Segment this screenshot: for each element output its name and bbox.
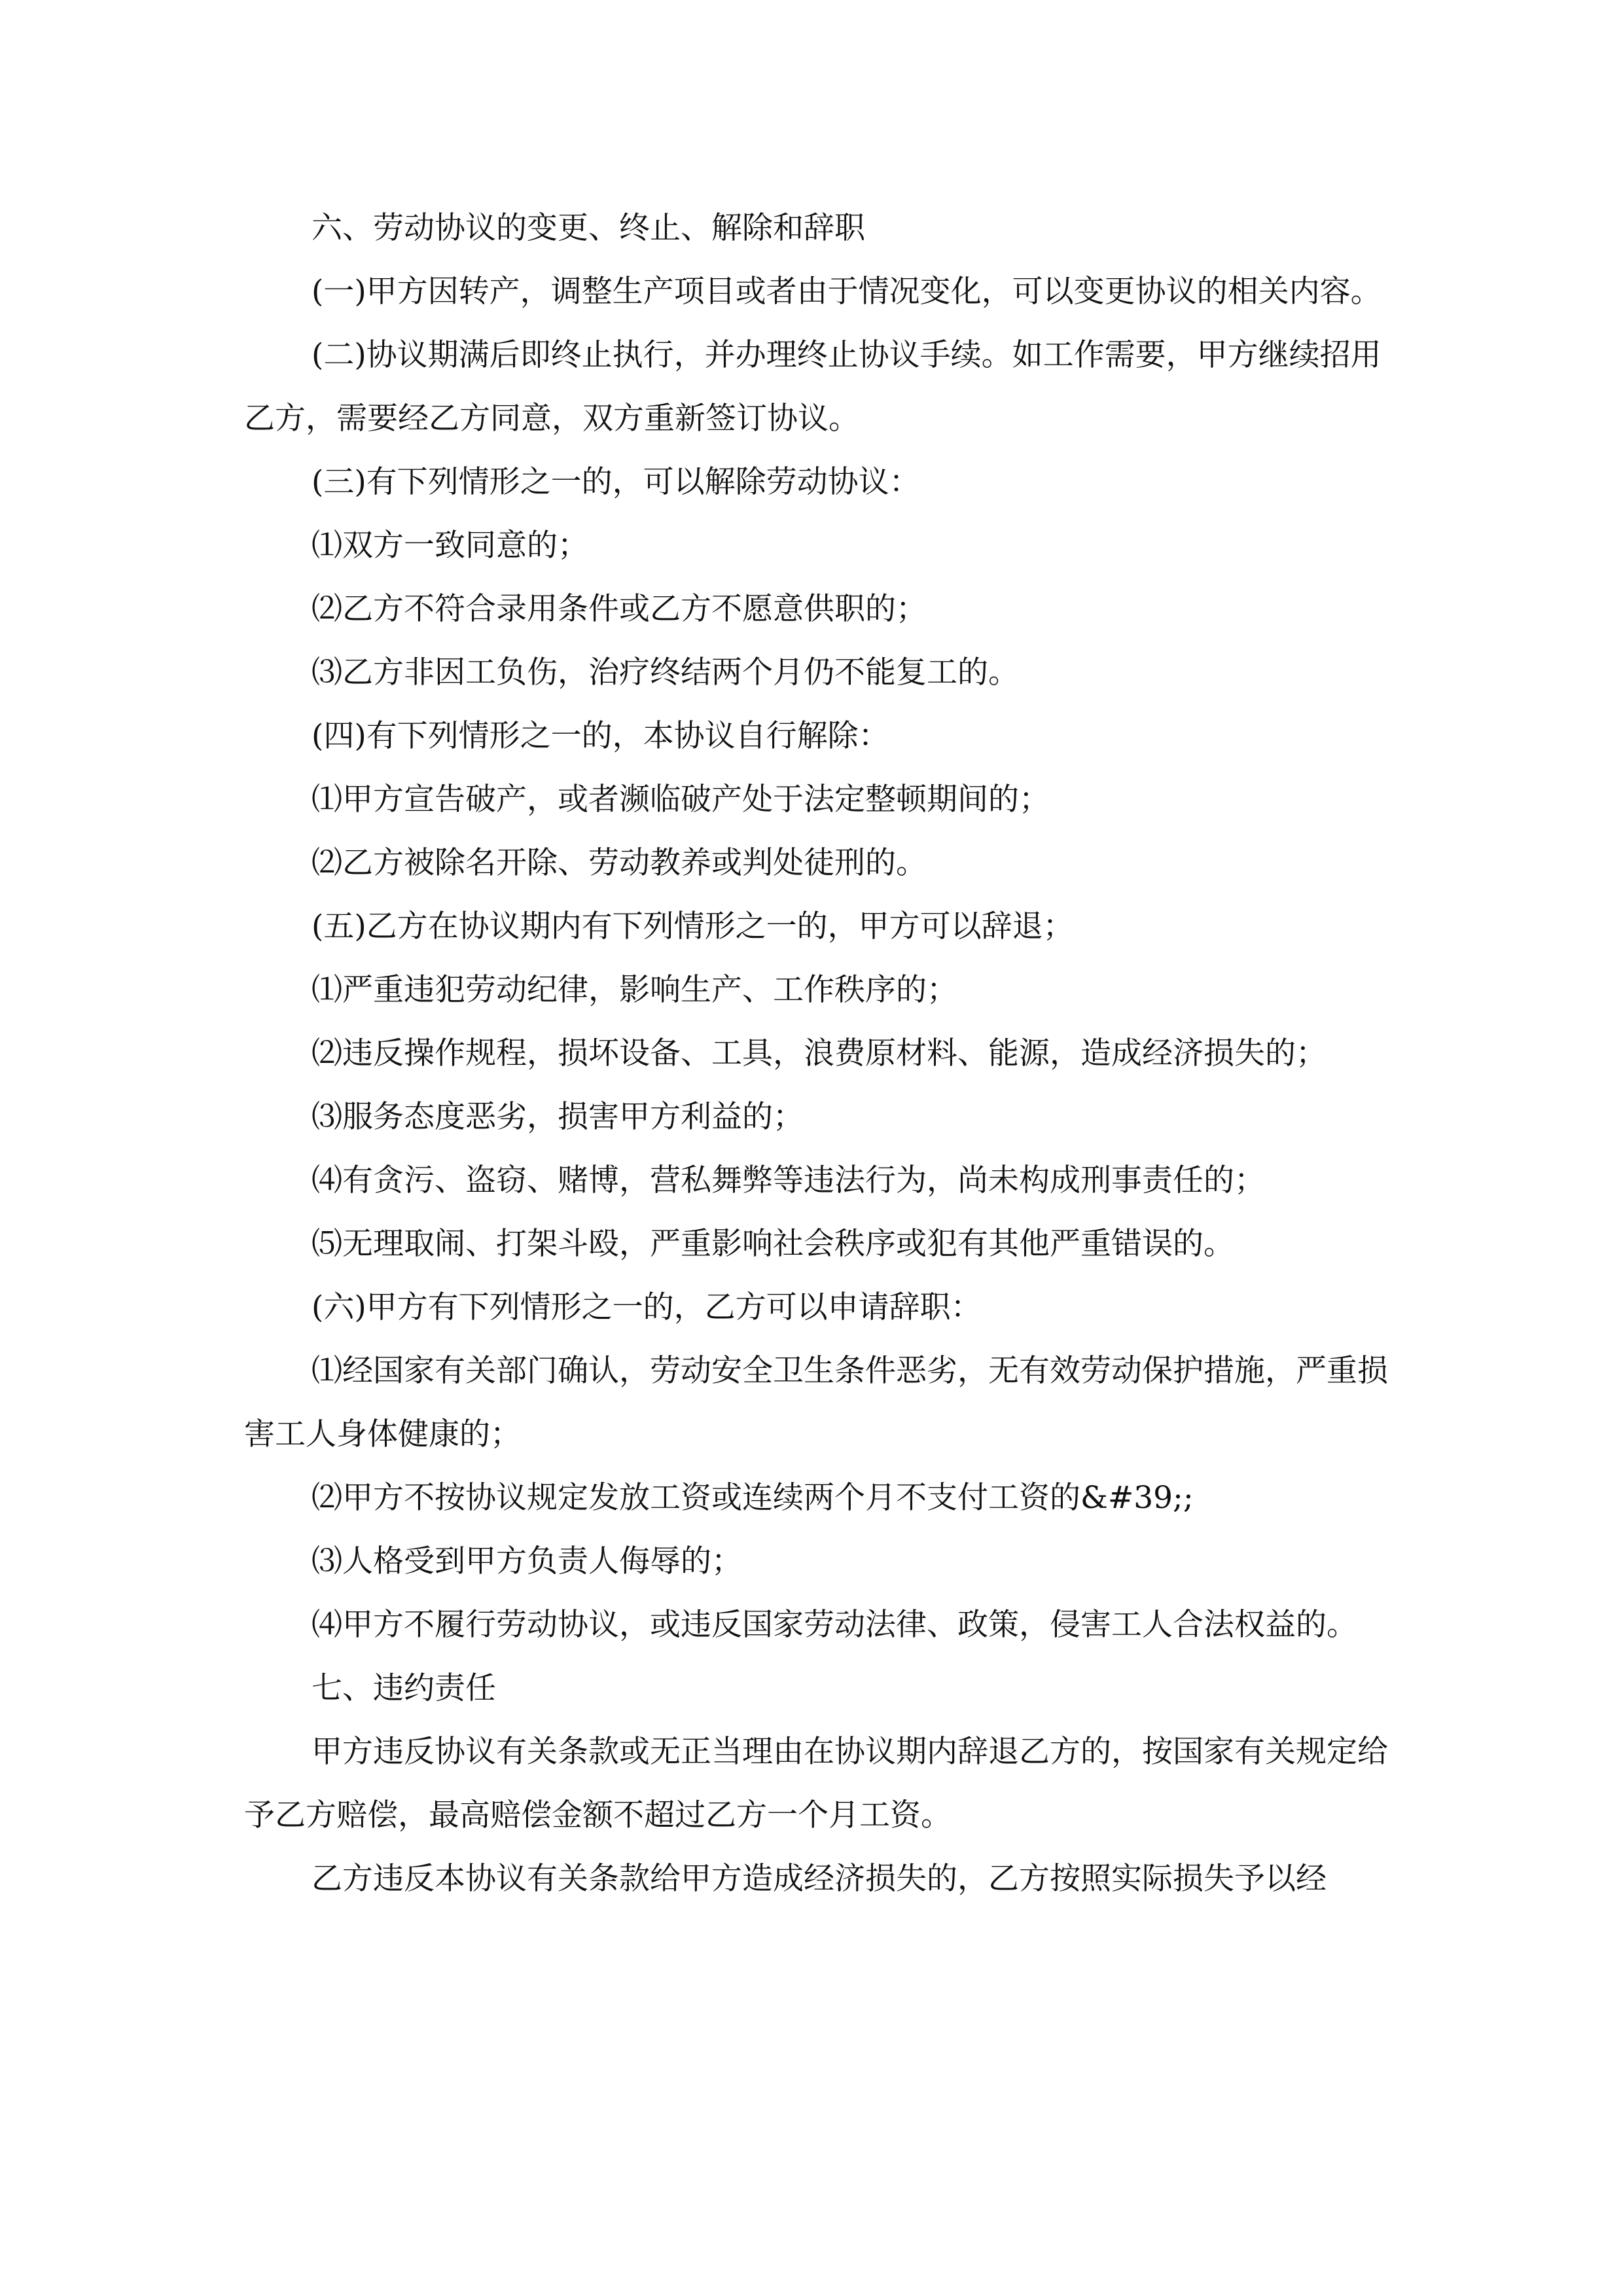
paragraph: (三)有下列情形之一的，可以解除劳动协议：: [312, 464, 920, 500]
list-item: ⑷甲方不履行劳动协议，或违反国家劳动法律、政策，侵害工人合法权益的。: [312, 1607, 1357, 1643]
list-item: ⑵甲方不按协议规定发放工资或连续两个月不支付工资的&#39;;: [312, 1480, 1194, 1516]
list-item: ⑵乙方不符合录用条件或乙方不愿意供职的；: [312, 591, 927, 627]
list-item: ⑸无理取闹、打架斗殴，严重影响社会秩序或犯有其他严重错误的。: [312, 1226, 1234, 1262]
section-heading: 七、违约责任: [312, 1670, 496, 1706]
list-item: ⑴双方一致同意的；: [312, 528, 588, 564]
list-item: ⑷有贪污、盗窃、赌博，营私舞弊等违法行为，尚未构成刑事责任的；: [312, 1162, 1265, 1198]
list-item: ⑵乙方被除名开除、劳动教养或判处徒刑的。: [312, 845, 927, 881]
list-item: ⑴经国家有关部门确认，劳动安全卫生条件恶劣，无有效劳动保护措施，严重损害工人身体健康的；: [244, 1353, 1388, 1452]
list-item: ⑴严重违犯劳动纪律，影响生产、工作秩序的；: [312, 972, 957, 1008]
paragraph: (一)甲方因转产，调整生产项目或者由于情况变化，可以变更协议的相关内容。: [312, 274, 1382, 310]
list-item: ⑶乙方非因工负伤，治疗终结两个月仍不能复工的。: [312, 655, 1019, 691]
paragraph: (五)乙方在协议期内有下列情形之一的，甲方可以辞退；: [312, 908, 1074, 944]
section-heading: 六、劳动协议的变更、终止、解除和辞职: [312, 210, 865, 246]
list-item: ⑶人格受到甲方负责人侮辱的；: [312, 1543, 742, 1579]
list-item: ⑶服务态度恶劣，损害甲方利益的；: [312, 1099, 804, 1135]
list-item: ⑴甲方宣告破产，或者濒临破产处于法定整顿期间的；: [312, 781, 1050, 817]
paragraph: (六)甲方有下列情形之一的，乙方可以申请辞职：: [312, 1289, 982, 1325]
paragraph: (二)协议期满后即终止执行，并办理终止协议手续。如工作需要，甲方继续招用乙方，需要经乙方同意，双方重新签订协议。: [244, 337, 1382, 437]
list-item: ⑵违反操作规程，损坏设备、工具，浪费原材料、能源，造成经济损失的；: [312, 1035, 1327, 1071]
paragraph: (四)有下列情形之一的，本协议自行解除：: [312, 718, 889, 754]
document-body: [244, 196, 1396, 1910]
paragraph: 甲方违反协议有关条款或无正当理由在协议期内辞退乙方的，按国家有关规定给予乙方赔偿，最高赔偿金额不超过乙方一个月工资。: [244, 1734, 1388, 1833]
paragraph: 乙方违反本协议有关条款给甲方造成经济损失的，乙方按照实际损失予以经: [312, 1861, 1327, 1897]
